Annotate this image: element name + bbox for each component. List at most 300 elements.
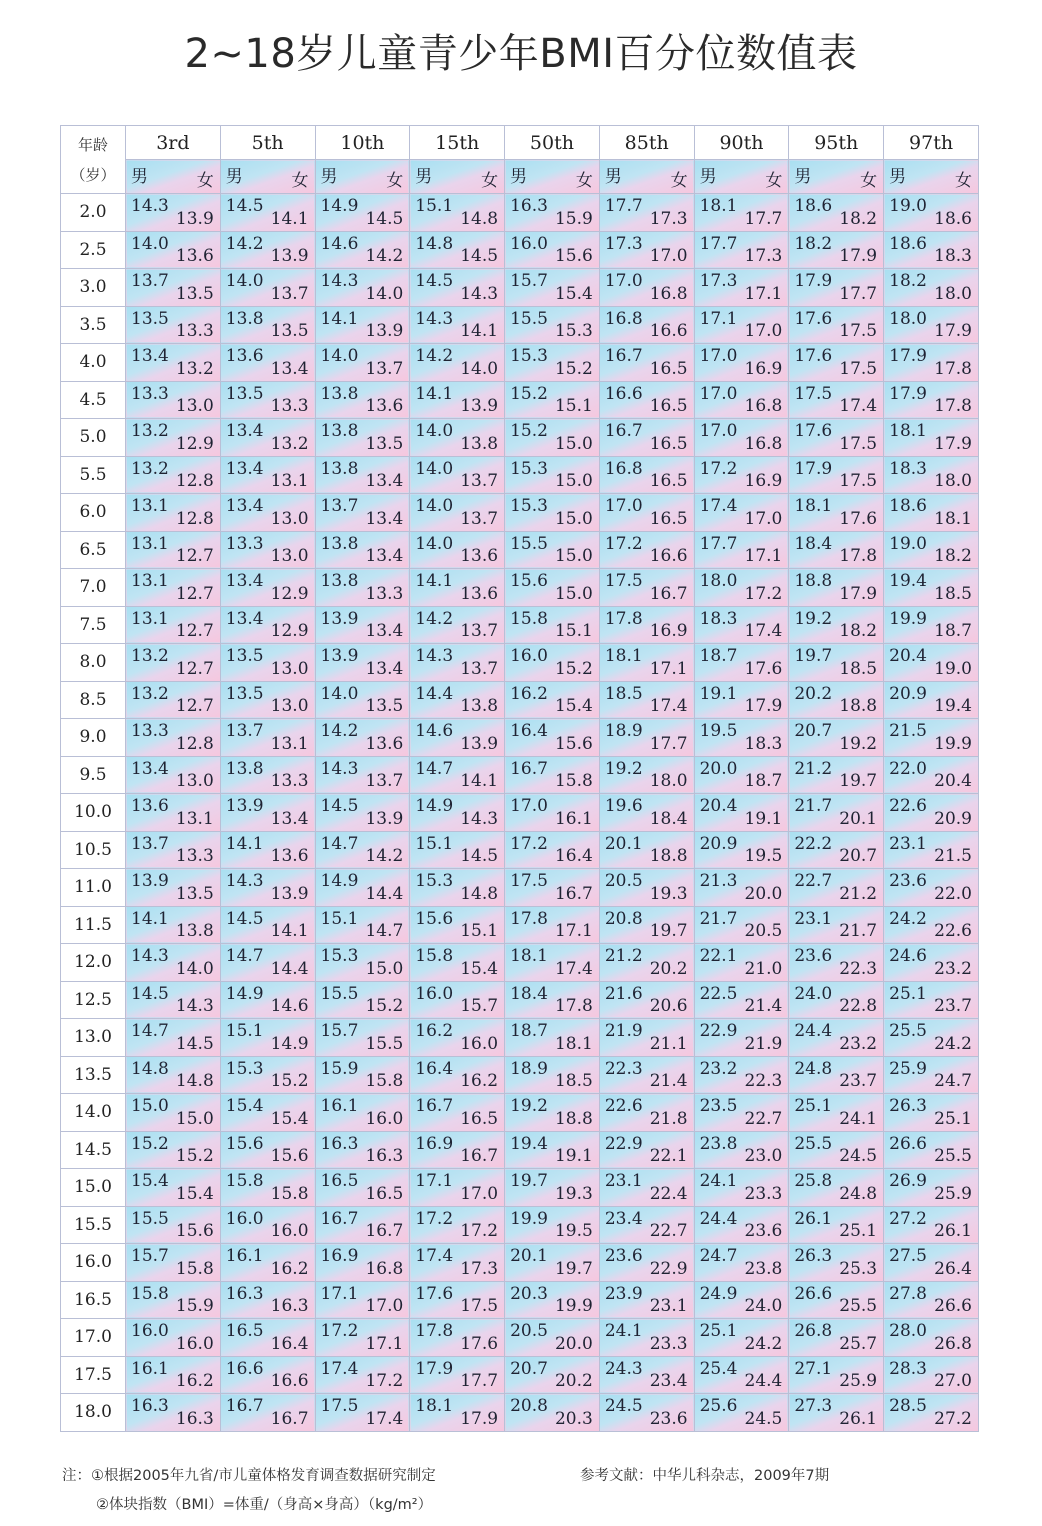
bmi-value-cell [315, 981, 410, 1019]
page-title: 2~18岁儿童青少年BMI百分位数值表 [184, 31, 858, 77]
male-bmi-value: 14.9 [225, 983, 264, 1004]
age-cell: 14.0 [61, 1094, 126, 1132]
bmi-value-cell [789, 1244, 884, 1282]
female-bmi-value: 16.0 [460, 1033, 499, 1054]
bmi-value-cell [220, 419, 315, 457]
male-label: 男 [794, 167, 812, 187]
female-bmi-value: 14.1 [460, 321, 499, 341]
male-bmi-value: 20.5 [604, 871, 643, 891]
table-row [61, 1056, 979, 1094]
age-cell: 15.0 [61, 1169, 126, 1207]
bmi-value-cell [505, 269, 600, 307]
male-bmi-value: 17.8 [415, 1321, 454, 1341]
bmi-value-cell [505, 1206, 600, 1244]
bmi-value-cell [220, 1206, 315, 1244]
bmi-value-cell [599, 531, 694, 569]
bmi-value-cell [410, 869, 505, 907]
bmi-value-cell [884, 944, 979, 982]
female-bmi-value: 19.2 [839, 733, 878, 754]
bmi-value-cell [599, 644, 694, 682]
bmi-value-cell [315, 194, 410, 232]
bmi-value-cell [315, 1356, 410, 1394]
male-bmi-value: 18.6 [889, 496, 927, 516]
female-bmi-value: 23.4 [649, 1371, 688, 1391]
bmi-value-cell [410, 1019, 505, 1057]
bmi-value-cell [410, 306, 505, 344]
male-bmi-value: 13.5 [225, 646, 264, 666]
male-bmi-value: 17.6 [794, 308, 833, 329]
female-bmi-value: 13.9 [460, 396, 499, 416]
female-bmi-value: 14.7 [365, 921, 404, 941]
bmi-value-cell [599, 381, 694, 419]
bmi-value-cell [789, 1281, 884, 1319]
male-bmi-value: 15.4 [131, 1171, 169, 1191]
percentile-header-10th: 10th [315, 126, 410, 160]
female-bmi-value: 17.7 [649, 733, 688, 754]
table-row [61, 644, 979, 682]
male-bmi-value: 26.9 [889, 1171, 927, 1191]
male-bmi-value: 21.7 [699, 908, 738, 929]
female-label: 女 [955, 171, 972, 191]
male-bmi-value: 14.5 [320, 796, 359, 816]
bmi-value-cell [410, 194, 505, 232]
bmi-value-cell [599, 344, 694, 382]
table-row [61, 194, 979, 232]
bmi-value-cell [694, 719, 789, 757]
percentile-header-97th: 97th [884, 126, 979, 160]
male-bmi-value: 14.1 [415, 571, 454, 591]
male-bmi-value: 17.0 [699, 346, 738, 366]
female-bmi-value: 17.7 [460, 1371, 499, 1391]
male-bmi-value: 14.5 [225, 196, 264, 216]
bmi-value-cell [789, 1094, 884, 1132]
bmi-value-cell [599, 1094, 694, 1132]
female-bmi-value: 13.6 [270, 846, 309, 866]
table-row [61, 231, 979, 269]
bmi-value-cell [884, 269, 979, 307]
female-bmi-value: 14.5 [365, 208, 404, 229]
male-bmi-value: 22.6 [604, 1096, 643, 1116]
male-bmi-value: 23.6 [604, 1246, 643, 1266]
bmi-value-cell [599, 231, 694, 269]
bmi-value-cell [315, 1206, 410, 1244]
female-bmi-value: 15.0 [554, 471, 593, 491]
bmi-value-cell [884, 1206, 979, 1244]
age-cell: 14.5 [61, 1131, 126, 1169]
male-bmi-value: 14.0 [415, 533, 454, 554]
male-bmi-value: 15.7 [131, 1246, 169, 1266]
male-bmi-value: 14.0 [320, 346, 359, 366]
female-bmi-value: 23.3 [744, 1183, 783, 1204]
male-label: 男 [604, 167, 622, 187]
bmi-value-cell [694, 1319, 789, 1357]
male-bmi-value: 18.3 [889, 458, 927, 479]
female-bmi-value: 16.7 [649, 583, 688, 604]
female-bmi-value: 13.3 [270, 396, 309, 416]
bmi-value-cell [884, 681, 979, 719]
female-bmi-value: 17.7 [839, 283, 878, 304]
male-bmi-value: 17.5 [604, 571, 643, 591]
male-bmi-value: 18.3 [699, 608, 738, 629]
bmi-value-cell [126, 644, 221, 682]
bmi-value-cell [126, 306, 221, 344]
bmi-value-cell [505, 1094, 600, 1132]
bmi-value-cell [220, 606, 315, 644]
bmi-value-cell [315, 606, 410, 644]
bmi-value-cell [220, 1056, 315, 1094]
male-bmi-value: 14.9 [320, 871, 359, 891]
bmi-value-cell [410, 981, 505, 1019]
male-bmi-value: 17.3 [699, 271, 738, 291]
bmi-value-cell [505, 194, 600, 232]
bmi-value-cell [694, 831, 789, 869]
female-bmi-value: 13.0 [270, 546, 309, 566]
bmi-value-cell [126, 1244, 221, 1282]
female-bmi-value: 13.4 [365, 546, 404, 566]
female-bmi-value: 17.4 [744, 621, 783, 641]
percentile-header-5th: 5th [220, 126, 315, 160]
male-bmi-value: 21.2 [794, 758, 833, 779]
footnote-bmi-formula: ②体块指数（BMI）=体重/（身高×身高）（kg/m²） [96, 1497, 433, 1513]
male-bmi-value: 22.0 [889, 758, 927, 779]
bmi-value-cell [599, 1244, 694, 1282]
female-label: 女 [481, 171, 499, 191]
female-bmi-value: 13.2 [270, 433, 309, 454]
bmi-value-cell [505, 569, 600, 607]
female-bmi-value: 21.7 [839, 921, 878, 941]
male-bmi-value: 19.6 [604, 796, 643, 816]
female-bmi-value: 17.4 [839, 396, 878, 416]
female-bmi-value: 14.0 [460, 358, 499, 379]
female-bmi-value: 22.7 [649, 1221, 688, 1241]
bmi-value-cell [789, 719, 884, 757]
bmi-value-cell [410, 1319, 505, 1357]
bmi-value-cell [410, 1281, 505, 1319]
female-bmi-value: 25.1 [934, 1108, 972, 1129]
female-bmi-value: 18.0 [649, 771, 688, 791]
female-bmi-value: 16.1 [554, 808, 593, 829]
female-bmi-value: 14.3 [175, 996, 214, 1016]
female-bmi-value: 16.5 [649, 508, 688, 529]
male-bmi-value: 22.5 [699, 983, 738, 1004]
bmi-value-cell [410, 719, 505, 757]
female-bmi-value: 16.9 [649, 621, 688, 641]
male-bmi-value: 13.8 [320, 421, 359, 441]
male-bmi-value: 14.9 [320, 196, 359, 216]
male-bmi-value: 22.9 [699, 1021, 738, 1041]
male-bmi-value: 13.4 [131, 346, 169, 366]
female-bmi-value: 24.1 [839, 1108, 878, 1129]
male-bmi-value: 27.3 [794, 1396, 833, 1416]
female-bmi-value: 14.8 [460, 883, 499, 904]
bmi-value-cell [694, 1244, 789, 1282]
male-bmi-value: 20.8 [604, 908, 643, 929]
male-bmi-value: 16.7 [225, 1396, 264, 1416]
bmi-value-cell [789, 269, 884, 307]
male-bmi-value: 18.1 [415, 1396, 454, 1416]
female-bmi-value: 16.0 [365, 1108, 404, 1129]
male-bmi-value: 13.5 [131, 308, 169, 329]
male-bmi-value: 13.4 [225, 496, 264, 516]
bmi-value-cell [789, 381, 884, 419]
bmi-value-cell [505, 494, 600, 532]
female-bmi-value: 24.4 [744, 1371, 783, 1391]
male-bmi-value: 17.9 [889, 346, 927, 366]
female-bmi-value: 13.7 [460, 471, 499, 491]
male-bmi-value: 17.5 [510, 871, 548, 891]
age-cell: 16.0 [61, 1244, 126, 1282]
male-bmi-value: 15.6 [225, 1133, 264, 1154]
male-bmi-value: 14.0 [415, 421, 454, 441]
table-row [61, 1206, 979, 1244]
female-bmi-value: 15.2 [365, 996, 404, 1016]
male-bmi-value: 15.2 [510, 383, 548, 404]
male-bmi-value: 18.1 [794, 496, 833, 516]
bmi-value-cell [410, 1206, 505, 1244]
male-bmi-value: 13.4 [131, 758, 169, 779]
bmi-value-cell [884, 794, 979, 832]
male-bmi-value: 13.9 [320, 608, 359, 629]
male-bmi-value: 14.1 [415, 383, 454, 404]
female-bmi-value: 13.0 [175, 771, 214, 791]
male-bmi-value: 17.1 [320, 1283, 359, 1304]
female-bmi-value: 13.6 [175, 246, 214, 266]
bmi-value-cell [410, 569, 505, 607]
male-label: 男 [889, 167, 907, 187]
female-bmi-value: 13.7 [270, 283, 309, 304]
male-bmi-value: 19.1 [699, 683, 738, 704]
female-bmi-value: 13.6 [460, 583, 499, 604]
female-bmi-value: 20.1 [839, 808, 878, 829]
bmi-value-cell [220, 1169, 315, 1207]
male-bmi-value: 20.4 [699, 796, 738, 816]
male-bmi-value: 14.4 [415, 683, 454, 704]
footnote-source: 注：①根据2005年九省/市儿童体格发育调查数据研究制定 [62, 1468, 436, 1484]
table-row [61, 1319, 979, 1357]
female-bmi-value: 15.0 [365, 958, 404, 979]
female-bmi-value: 19.4 [934, 696, 972, 716]
female-bmi-value: 13.9 [365, 321, 404, 341]
bmi-value-cell [789, 1206, 884, 1244]
bmi-value-cell [599, 1169, 694, 1207]
female-bmi-value: 18.6 [934, 208, 972, 229]
bmi-value-cell [126, 456, 221, 494]
female-bmi-value: 16.7 [554, 883, 593, 904]
bmi-value-cell [410, 606, 505, 644]
table-row [61, 494, 979, 532]
male-bmi-value: 15.3 [510, 458, 548, 479]
bmi-value-cell [505, 606, 600, 644]
table-row [61, 1094, 979, 1132]
female-bmi-value: 13.0 [175, 396, 214, 416]
bmi-value-cell [126, 231, 221, 269]
age-cell: 4.5 [61, 381, 126, 419]
female-bmi-value: 23.8 [744, 1258, 783, 1279]
female-bmi-value: 16.4 [554, 846, 593, 866]
male-bmi-value: 14.3 [225, 871, 264, 891]
female-bmi-value: 23.2 [839, 1033, 878, 1054]
male-bmi-value: 13.7 [320, 496, 359, 516]
male-bmi-value: 16.2 [415, 1021, 454, 1041]
bmi-value-cell [126, 1281, 221, 1319]
female-bmi-value: 23.1 [649, 1296, 688, 1316]
male-bmi-value: 14.7 [415, 758, 454, 779]
female-bmi-value: 17.5 [839, 321, 878, 341]
sex-header-cell [694, 160, 789, 194]
bmi-value-cell [789, 1131, 884, 1169]
bmi-value-cell [410, 794, 505, 832]
male-bmi-value: 14.5 [225, 908, 264, 929]
female-bmi-value: 17.2 [365, 1371, 404, 1391]
male-bmi-value: 17.3 [604, 233, 643, 254]
female-bmi-value: 17.9 [839, 246, 878, 266]
female-bmi-value: 17.8 [839, 546, 878, 566]
male-bmi-value: 18.0 [889, 308, 927, 329]
bmi-value-cell [126, 869, 221, 907]
age-cell: 7.5 [61, 606, 126, 644]
male-label: 男 [510, 167, 528, 187]
bmi-value-cell [694, 1281, 789, 1319]
female-bmi-value: 22.7 [744, 1108, 783, 1129]
bmi-value-cell [505, 981, 600, 1019]
male-bmi-value: 23.1 [604, 1171, 643, 1191]
male-bmi-value: 13.7 [225, 721, 264, 741]
female-bmi-value: 26.8 [934, 1333, 972, 1354]
male-bmi-value: 14.3 [320, 271, 359, 291]
bmi-value-cell [884, 194, 979, 232]
bmi-value-cell [505, 1169, 600, 1207]
male-bmi-value: 27.1 [794, 1358, 833, 1379]
percentile-header-85th: 85th [599, 126, 694, 160]
bmi-value-cell [315, 1169, 410, 1207]
female-bmi-value: 13.8 [460, 433, 499, 454]
percentile-header-15th: 15th [410, 126, 505, 160]
female-bmi-value: 21.2 [839, 883, 878, 904]
female-bmi-value: 12.8 [175, 733, 214, 754]
female-bmi-value: 15.9 [554, 208, 593, 229]
male-bmi-value: 15.1 [320, 908, 359, 929]
bmi-value-cell [410, 944, 505, 982]
male-bmi-value: 19.4 [889, 571, 927, 591]
female-bmi-value: 18.5 [554, 1071, 593, 1091]
bmi-value-cell [599, 1356, 694, 1394]
age-cell: 11.0 [61, 869, 126, 907]
bmi-value-cell [599, 981, 694, 1019]
bmi-value-cell [694, 644, 789, 682]
male-bmi-value: 15.1 [225, 1021, 264, 1041]
bmi-value-cell [694, 906, 789, 944]
bmi-value-cell [126, 1169, 221, 1207]
male-bmi-value: 15.7 [510, 271, 548, 291]
table-row [61, 269, 979, 307]
female-bmi-value: 15.8 [270, 1183, 309, 1204]
male-bmi-value: 13.5 [225, 683, 264, 704]
bmi-value-cell [884, 456, 979, 494]
male-bmi-value: 26.6 [794, 1283, 833, 1304]
male-bmi-value: 18.6 [794, 196, 833, 216]
bmi-value-cell [315, 1319, 410, 1357]
male-bmi-value: 14.3 [320, 758, 359, 779]
female-bmi-value: 14.1 [460, 771, 499, 791]
female-bmi-value: 13.7 [460, 621, 499, 641]
bmi-value-cell [505, 794, 600, 832]
female-bmi-value: 23.2 [934, 958, 972, 979]
female-bmi-value: 18.8 [554, 1108, 593, 1129]
bmi-value-cell [505, 419, 600, 457]
female-bmi-value: 14.4 [270, 958, 309, 979]
bmi-value-cell [789, 831, 884, 869]
male-bmi-value: 17.0 [604, 271, 643, 291]
female-bmi-value: 15.4 [460, 958, 499, 979]
female-bmi-value: 18.2 [934, 546, 972, 566]
bmi-value-cell [220, 456, 315, 494]
male-bmi-value: 20.4 [889, 646, 927, 666]
male-bmi-value: 24.5 [604, 1396, 643, 1416]
table-row [61, 681, 979, 719]
female-bmi-value: 17.8 [934, 358, 972, 379]
male-bmi-value: 15.2 [510, 421, 548, 441]
female-bmi-value: 16.5 [460, 1108, 499, 1129]
bmi-value-cell [884, 1131, 979, 1169]
female-label: 女 [670, 171, 688, 191]
bmi-value-cell [505, 869, 600, 907]
female-bmi-value: 14.3 [460, 283, 499, 304]
male-bmi-value: 18.9 [510, 1058, 548, 1079]
bmi-value-cell [126, 756, 221, 794]
male-bmi-value: 20.1 [510, 1246, 548, 1266]
bmi-value-cell [505, 906, 600, 944]
bmi-value-cell [410, 681, 505, 719]
male-bmi-value: 14.6 [415, 721, 454, 741]
bmi-value-cell [599, 719, 694, 757]
bmi-value-cell [694, 1131, 789, 1169]
bmi-value-cell [884, 1281, 979, 1319]
bmi-value-cell [884, 981, 979, 1019]
bmi-value-cell [126, 1094, 221, 1132]
bmi-value-cell [884, 1056, 979, 1094]
male-bmi-value: 16.0 [225, 1208, 264, 1229]
female-bmi-value: 16.4 [270, 1333, 309, 1354]
female-bmi-value: 14.1 [270, 921, 309, 941]
table-row [61, 1356, 979, 1394]
male-bmi-value: 15.3 [415, 871, 454, 891]
bmi-value-cell [694, 1094, 789, 1132]
female-label: 女 [291, 171, 309, 191]
male-bmi-value: 14.3 [415, 646, 454, 666]
male-bmi-value: 20.5 [510, 1321, 548, 1341]
male-bmi-value: 21.7 [794, 796, 833, 816]
male-bmi-value: 23.1 [889, 833, 927, 854]
male-bmi-value: 13.1 [131, 608, 169, 629]
bmi-value-cell [884, 419, 979, 457]
bmi-value-cell [789, 306, 884, 344]
female-bmi-value: 22.3 [744, 1071, 783, 1091]
bmi-value-cell [220, 381, 315, 419]
male-bmi-value: 14.2 [415, 608, 454, 629]
male-bmi-value: 15.5 [320, 983, 359, 1004]
male-bmi-value: 28.5 [889, 1396, 927, 1416]
female-bmi-value: 27.2 [934, 1408, 972, 1429]
bmi-value-cell [694, 869, 789, 907]
bmi-value-cell [884, 906, 979, 944]
table-row [61, 1244, 979, 1282]
female-bmi-value: 17.5 [460, 1296, 499, 1316]
female-bmi-value: 19.9 [554, 1296, 593, 1316]
female-bmi-value: 17.9 [934, 321, 972, 341]
bmi-value-cell [220, 756, 315, 794]
bmi-value-cell [599, 606, 694, 644]
male-bmi-value: 14.8 [415, 233, 454, 254]
